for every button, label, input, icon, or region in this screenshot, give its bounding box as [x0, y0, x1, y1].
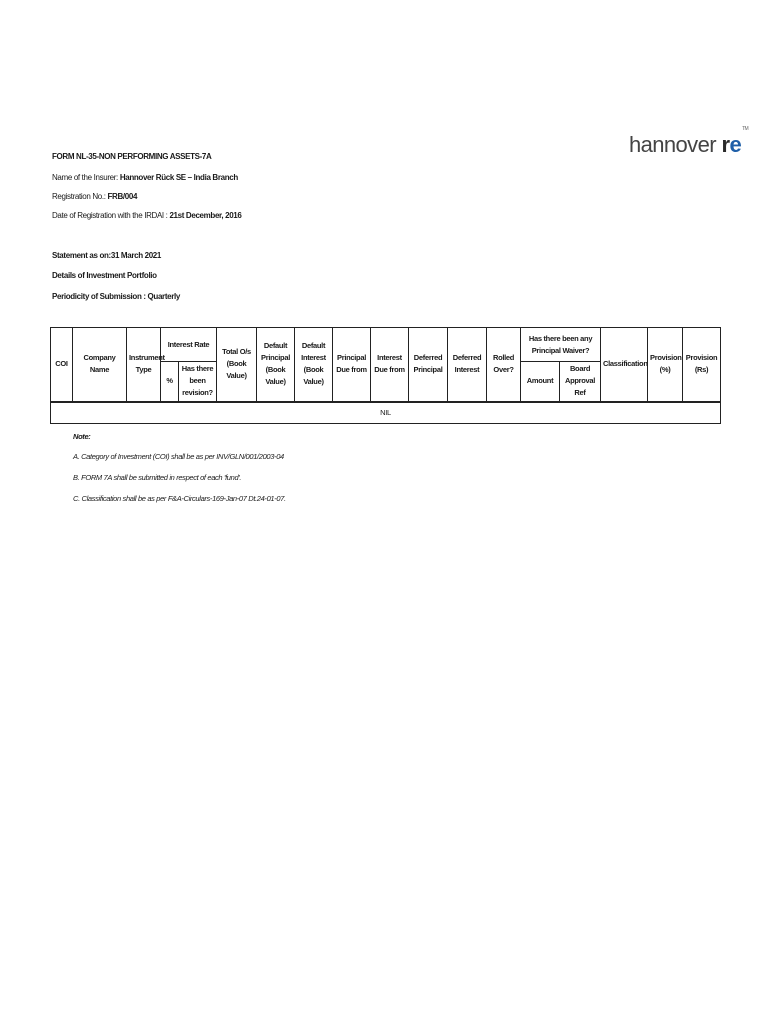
note-c: C. Classification shall be as per F&A-Circulars-169-Jan-07 Dt.24-01-07.	[73, 494, 286, 503]
insurer-line	[52, 173, 238, 182]
header-principal-waiver: Has there been any Principal Waiver?	[521, 328, 601, 362]
nil-row: NIL	[51, 402, 721, 424]
header-default-principal: Default Principal (Book Value)	[257, 328, 295, 402]
notes-heading: Note:	[73, 432, 91, 441]
header-amount: Amount	[521, 362, 560, 402]
insurer-label: Name of the Insurer:	[52, 173, 118, 182]
header-total-os: Total O/s (Book Value)	[217, 328, 257, 402]
header-deferred-principal: Deferred Principal	[409, 328, 448, 402]
header-interest-due: Interest Due from	[371, 328, 409, 402]
header-company-name: Company Name	[73, 328, 127, 402]
registration-label: Registration No.:	[52, 192, 106, 201]
registration-date-value: 21st December, 2016	[169, 211, 242, 220]
form-title: FORM NL-35-NON PERFORMING ASSETS-7A	[52, 152, 212, 161]
header-principal-due: Principal Due from	[333, 328, 371, 402]
insurer-value: Hannover Rück SE – India Branch	[119, 173, 238, 182]
hannover-re-logo: hannover re™	[629, 125, 749, 157]
header-rolled-over: Rolled Over?	[487, 328, 521, 402]
header-instrument-type: Instrument Type	[127, 328, 161, 402]
registration-date-line	[52, 211, 242, 220]
statement-date: Statement as on:31 March 2021	[52, 251, 162, 260]
header-interest-rate: Interest Rate	[161, 328, 217, 362]
header-provision-rs: Provision (Rs)	[683, 328, 721, 402]
portfolio-details: Details of Investment Portfolio	[52, 271, 157, 280]
header-default-interest: Default Interest (Book Value)	[295, 328, 333, 402]
registration-value: FRB/004	[107, 192, 138, 201]
header-coi: COI	[51, 328, 73, 402]
header-percent: %	[161, 362, 179, 402]
header-provision-pct: Provision (%)	[648, 328, 683, 402]
npa-table	[50, 327, 721, 424]
header-board-approval: Board Approval Ref	[560, 362, 601, 402]
registration-date-label: Date of Registration with the IRDAI :	[52, 211, 168, 220]
periodicity: Periodicity of Submission : Quarterly	[52, 292, 180, 301]
note-a: A. Category of Investment (COI) shall be as per INV/GLN/001/2003-04	[73, 452, 284, 461]
registration-line	[52, 192, 137, 201]
header-classification: Classification	[601, 328, 648, 402]
note-b: B. FORM 7A shall be submitted in respect of each 'fund'.	[73, 473, 242, 482]
header-revision: Has there been revision?	[179, 362, 217, 402]
header-deferred-interest: Deferred Interest	[448, 328, 487, 402]
